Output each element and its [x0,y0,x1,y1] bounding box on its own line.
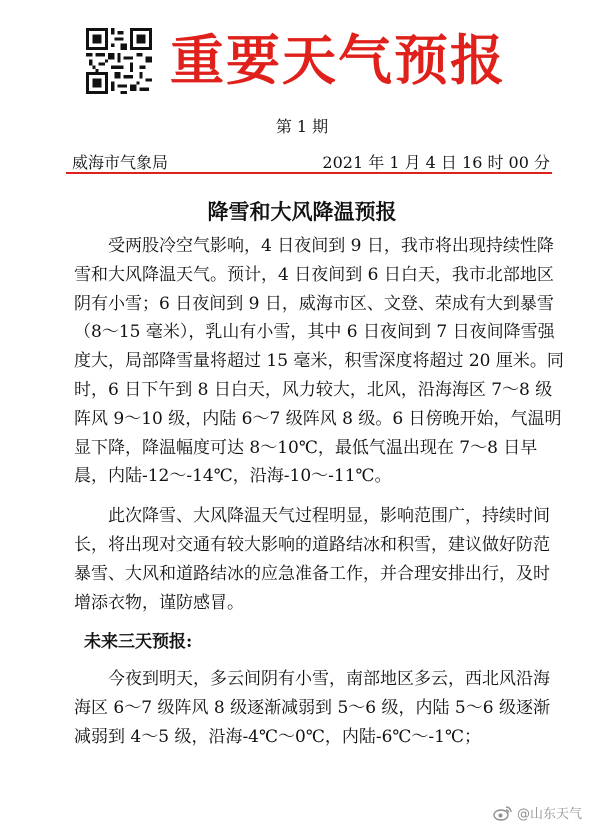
forecast-heading [74,628,564,657]
header-divider [66,172,552,174]
issuing-organization: 威海市气象局 [72,153,169,172]
issue-number: 第 1 期 [275,117,329,136]
article-body [74,232,564,763]
masthead-title: 重要天气预报 [170,28,506,92]
watermark-text: @山东天气 [516,807,582,822]
article-title: 降雪和大风降温预报 [207,199,397,224]
qr-code [86,28,152,94]
forecast-heading-text: 未来三天预报: [84,632,193,653]
body-paragraph: 此次降雪、大风降温天气过程明显，影响范围广，持续时间长，将出现对交通有较大影响的道路结冰和积雪，建议做好防范暴雪、大风和道路结冰的应急准备工作，并合理安排出行，及时增添衣物，谨防感冒。 [74,506,550,613]
issue-datetime: 2021 年 1 月 4 日 16 时 00 分 [322,153,550,172]
watermark [493,803,582,822]
weibo-icon [493,805,513,821]
body-paragraph: 受两股冷空气影响，4 日夜间到 9 日，我市将出现持续性降雪和大风降温天气。预计，4 日夜间到 6 日白天，我市北部地区阴有小雪；6 日夜间到 9 日，威海市区、文登、荣成有大到暴雪（8～15 毫米），乳山有小雪，其中 6 日夜间到 7 日夜间降雪强度大，局部降雪量将超过 15 毫米，积雪深度将超过 20 厘米。同时，6 日下午到 8 日白天，风力较大，北风，沿海海区 7～8 级阵风 9～10 级，内陆 6～7 级阵风 8 级。6 日傍晚开始，气温明显下降，降温幅度可达 8～10℃，最低气温出现在 7～8 日早晨，内陆-12～-14℃，沿海-10～-11℃。 [74,236,564,487]
forecast-paragraph: 今夜到明天，多云间阴有小雪，南部地区多云，西北风沿海海区 6～7 级阵风 8 级逐渐减弱到 5～6 级，内陆 5～6 级逐渐减弱到 4～5 级，沿海-4℃～0℃，内陆-6℃～-1℃； [74,669,550,747]
